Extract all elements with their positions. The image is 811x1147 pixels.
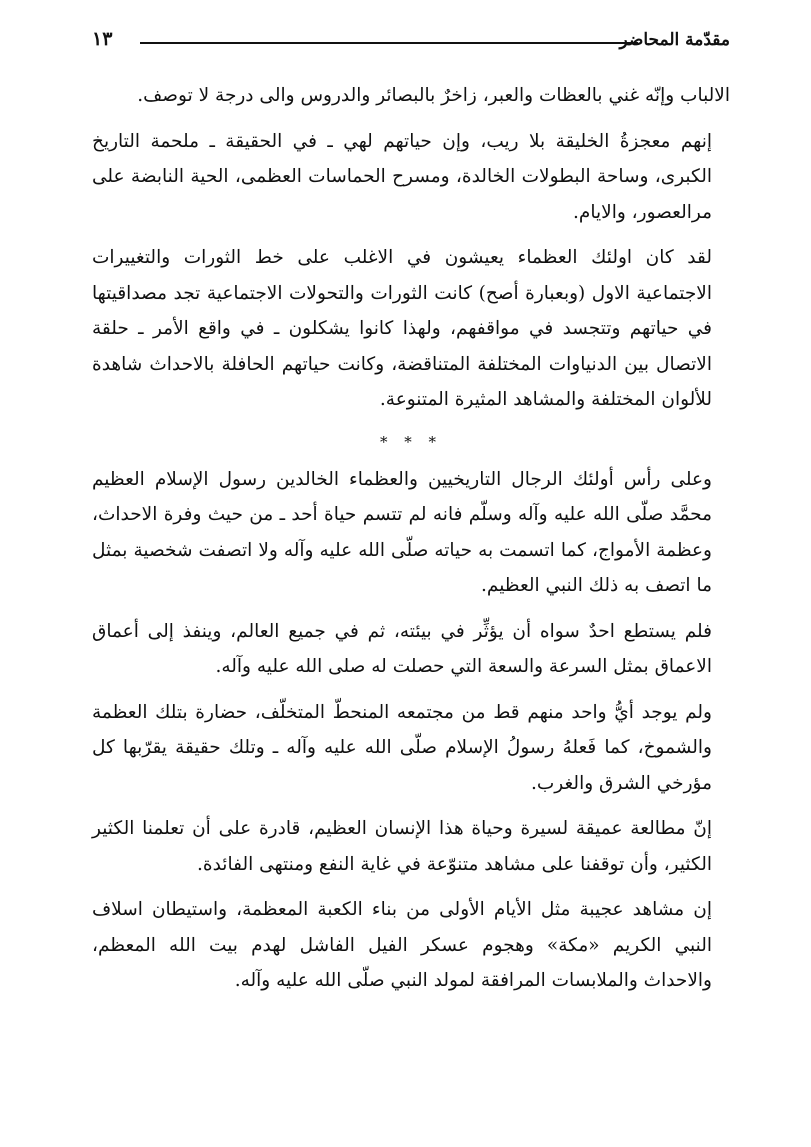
document-page bbox=[92, 28, 730, 1009]
paragraph-6: ولم يوجد أيُّ واحد منهم قط من مجتمعه المنحطّ المتخلّف، حضارة بتلك العظمة والشموخ، كما فَعلهُ رسولُ الإسلام صلّى الله عليه وآله ـ وتلك حقيقة يقرّبها كل مؤرخي الشرق والغرب. bbox=[92, 701, 712, 794]
running-title: مقدّمة المحاضر bbox=[619, 30, 730, 50]
paragraph-3: لقد كان اولئك العظماء يعيشون في الاغلب على خط الثورات والتغييرات الاجتماعية الاول (وبعبارة أصح) كانت الثورات والتحولات الاجتماعية تجد مصداقيتها في حياتهم وتتجسد في مواقفهم، ولهذا كانوا يشكلون ـ في واقع الأمر ـ حلقة الاتصال بين الدنياوات المختلفة المتناقضة، وكانت حياتهم الحافلة بالاحداث شاهدة للألوان المختلفة والمشاهد المثيرة المتنوعة. bbox=[92, 247, 712, 410]
paragraph-7: إنّ مطالعة عميقة لسيرة وحياة هذا الإنسان العظيم، قادرة على أن تعلمنا الكثير الكثير، وأن توقفنا على مشاهد متنوّعة في غاية النفع ومنتهى الفائدة. bbox=[92, 818, 712, 875]
section-separator: * * * bbox=[379, 432, 443, 451]
paragraph-8: إن مشاهد عجيبة مثل الأيام الأولى من بناء الكعبة المعظمة، واستيطان اسلاف النبي الكريم «مكة» وهجوم عسكر الفيل الفاشل لهدم بيت الله المعظم، والاحداث والملابسات المرافقة لمولد النبي صلّى الله عليه وآله. bbox=[92, 899, 712, 991]
paragraph-5: فلم يستطع احدٌ سواه أن يؤثِّر في بيئته، ثم في جميع العالم، وينفذ إلى أعماق الاعماق بمثل السرعة والسعة التي حصلت له صلى الله عليه وآله. bbox=[92, 620, 712, 677]
paragraph-4: وعلى رأس أولئك الرجال التاريخيين والعظماء الخالدين رسول الإسلام العظيم محمَّد صلّى الله عليه وآله وسلّم فانه لم تتسم حياة أحد ـ من حيث وفرة الاحداث، وعظمة الأمواج، كما اتسمت به حياته صلّى الله عليه وآله ولا اتصفت شخصية بمثل ما اتصف به ذلك النبي العظيم. bbox=[92, 468, 712, 596]
paragraph-2: إنهم معجزةُ الخليقة بلا ريب، وإن حياتهم لهي ـ في الحقيقة ـ ملحمة التاريخ الكبرى، وساحة البطولات الخالدة، ومسرح الحماسات العظمى، الحية النابضة على مرالعصور، والايام. bbox=[92, 130, 712, 223]
body-text bbox=[92, 78, 730, 999]
page-number: ١٣ bbox=[92, 28, 113, 50]
paragraph-1: الالباب وإنّه غني بالعظات والعبر، زاخرٌ بالبصائر والدروس والى درجة لا توصف. bbox=[137, 85, 730, 106]
page-header bbox=[92, 28, 730, 54]
header-rule bbox=[140, 42, 638, 44]
